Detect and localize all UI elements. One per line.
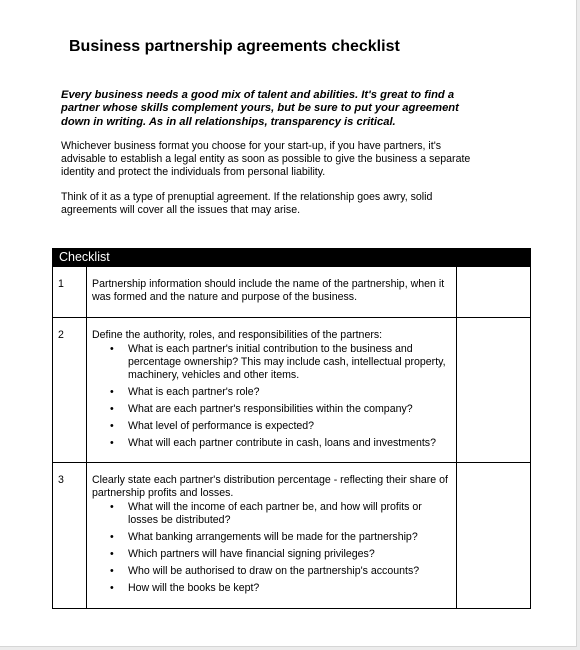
checklist-row-3: [53, 462, 530, 609]
bullet-icon: •: [110, 420, 114, 432]
body-paragraph-1: Whichever business format you choose for your start-up, if you have partners, it's advisable to establish a legal entity as soon as possible to give the business a separate identity and protect the individuals from personal liability.: [61, 140, 471, 178]
row-number: 1: [58, 278, 64, 290]
checklist-row-2: [53, 317, 530, 463]
bullet-icon: •: [110, 565, 114, 577]
list-item: • Who will be authorised to draw on the partnership's accounts?: [110, 565, 420, 577]
row-text: Partnership information should include the name of the partnership, when it was formed and the nature and purpose of the business.: [92, 278, 445, 303]
bullet-icon: •: [110, 437, 114, 449]
row-number: 3: [58, 474, 64, 486]
column-divider: [456, 266, 457, 608]
bullet-icon: •: [110, 548, 114, 560]
row-content: [92, 329, 454, 450]
body-paragraph-2: Think of it as a type of prenuptial agreement. If the relationship goes awry, solid agreements will cover all the issues that may arise.: [61, 191, 433, 216]
row-text: Define the authority, roles, and responsibilities of the partners:: [92, 329, 383, 341]
document-title: Business partnership agreements checklist: [69, 38, 400, 55]
bullet-icon: •: [110, 386, 114, 398]
list-item: • What will the income of each partner be, and how will profits or losses be distributed?: [110, 501, 422, 526]
checklist-header: Checklist: [53, 249, 530, 266]
column-divider: [86, 266, 87, 608]
bullet-icon: •: [110, 582, 114, 594]
list-item: • What banking arrangements will be made for the partnership?: [110, 531, 418, 543]
list-item: • What level of performance is expected?: [110, 420, 315, 432]
list-item: • What is each partner's initial contribution to the business and percentage ownership? This may include cash, intellectual property, machinery, vehicles and other items.: [110, 343, 446, 381]
list-item: • How will the books be kept?: [110, 582, 260, 594]
row-content: [92, 278, 454, 304]
row-content: [92, 474, 454, 595]
bullet-icon: •: [110, 403, 114, 415]
bullet-list: [92, 343, 454, 450]
list-item: • What are each partner's responsibilities within the company?: [110, 403, 413, 415]
list-item: • Which partners will have financial signing privileges?: [110, 548, 375, 560]
list-item: • What is each partner's role?: [110, 386, 260, 398]
intro-paragraph: Every business needs a good mix of talent and abilities. It's great to find a partner whose skills complement yours, but be sure to put your agreement down in writing. As in all relationships, transparency is critical.: [61, 89, 459, 128]
bullet-list: [92, 501, 454, 595]
bullet-icon: •: [110, 501, 114, 513]
checklist-row-1: [53, 266, 530, 318]
row-text: Clearly state each partner's distribution percentage - reflecting their share of partnership profits and losses.: [92, 474, 448, 499]
bullet-icon: •: [110, 343, 114, 355]
bullet-icon: •: [110, 531, 114, 543]
checklist-table: [52, 248, 531, 609]
list-item: • What will each partner contribute in cash, loans and investments?: [110, 437, 436, 449]
row-number: 2: [58, 329, 64, 341]
